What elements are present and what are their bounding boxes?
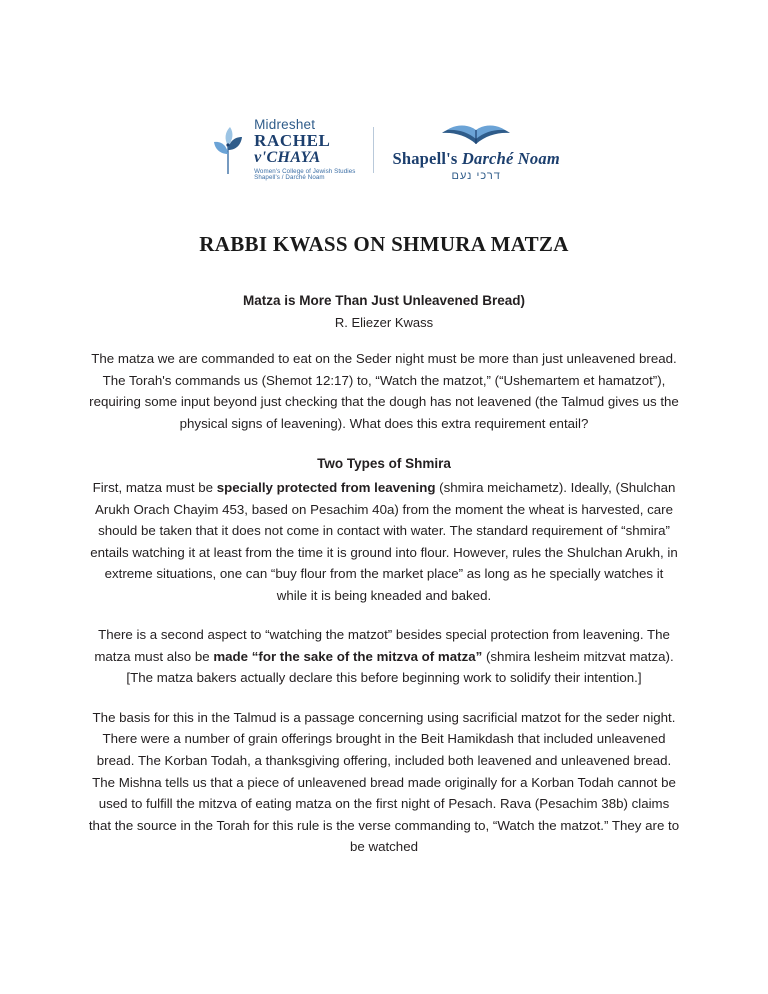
darche-noam-hebrew: דרכי נעם [451, 170, 501, 182]
shapells-darche-noam-logo [392, 118, 559, 182]
paragraph-talmudic-basis [88, 707, 680, 858]
open-book-icon [439, 118, 513, 148]
leaf-sprout-icon [208, 124, 248, 176]
paragraph-intro [88, 348, 680, 434]
para2-emphasis: specially protected from leavening [216, 480, 436, 496]
para3-part-b: (shmira lesheim mitzvat matza). [The matza bakers actually declare this before beginning work to solidify their intention.] [126, 648, 674, 686]
logo-line-tagline: Women's College of Jewish Studies [254, 167, 356, 175]
page-title: RABBI KWASS ON SHMURA MATZA [199, 232, 569, 256]
para4-text: The basis for this in the Talmud is a passage concerning using sacrificial matzot for the seder night. There were a number of grain offerings brought in the Beit Hamikdash that included unleavened bread. The Korban Todah, a thanksgiving offering, included both leavened and unleavened bread. The Mishna tells us that a piece of unleavened bread made originally for a Korban Todah cannot be used to fulfill the mitzva of eating matza on the first night of Pesach. Rava (Pesachim 38b) claims that the source in the Torah for this rule is the verse commanding to, “Watch the matzot.” They are to be watched [88, 709, 680, 855]
midreshet-rachel-vchaya-logo [208, 118, 355, 181]
para3-emphasis: made “for the sake of the mitzva of matza” [213, 648, 483, 664]
document-subtitle: Matza is More Than Just Unleavened Bread) [242, 293, 526, 308]
para2-part-b: (shmira meichametz). Ideally, (Shulchan Arukh Orach Chayim 453, based on Pesachim 40a) from the moment the wheat is harvested, care should be taken that it does not come in contact with water. The standard requirement of “shmira” entails watching it at least from the time it is ground into flour. However, rules the Shulchan Arukh, in extreme situations, one can “buy flour from the market place” as long as he specially watches it while it is being kneaded and baked. [90, 480, 678, 603]
logo-line-rachel: RACHEL [254, 131, 331, 151]
author-byline: R. Eliezer Kwass [334, 315, 434, 330]
darche-noam-name: Darché Noam [461, 149, 560, 168]
logo-line-midreshet: Midreshet [254, 117, 316, 133]
logo-line-affiliation: Shapell's / Darché Noam [254, 174, 325, 182]
paragraph-intro-text: The matza we are commanded to eat on the Seder night must be more than just unleavened bread. The Torah's commands us (Shemot 12:17) to, “Watch the matzot,” (“Ushemartem et hamatzot”), requiring some input beyond just checking that the dough has not leavened (the Talmud gives us the physical signs of leavening). What does this extra requirement entail? [89, 351, 679, 431]
shapells-logo-text [392, 149, 559, 169]
paragraph-first-shmira [88, 477, 680, 606]
para2-part-a: First, matza must be [92, 480, 217, 496]
logo-divider [373, 127, 374, 173]
para3-part-a: There is a second aspect to “watching the matzot” besides special protection from leavening. The matza must also be [94, 627, 670, 664]
midreshet-logo-text [254, 118, 355, 181]
logo-band [88, 0, 680, 188]
paragraph-second-shmira [88, 624, 680, 689]
shapells-name: Shapell's [392, 149, 462, 168]
section-heading-two-types-of-shmira: Two Types of Shmira [317, 456, 451, 472]
logo-line-vchaya: v'CHAYA [254, 148, 321, 166]
